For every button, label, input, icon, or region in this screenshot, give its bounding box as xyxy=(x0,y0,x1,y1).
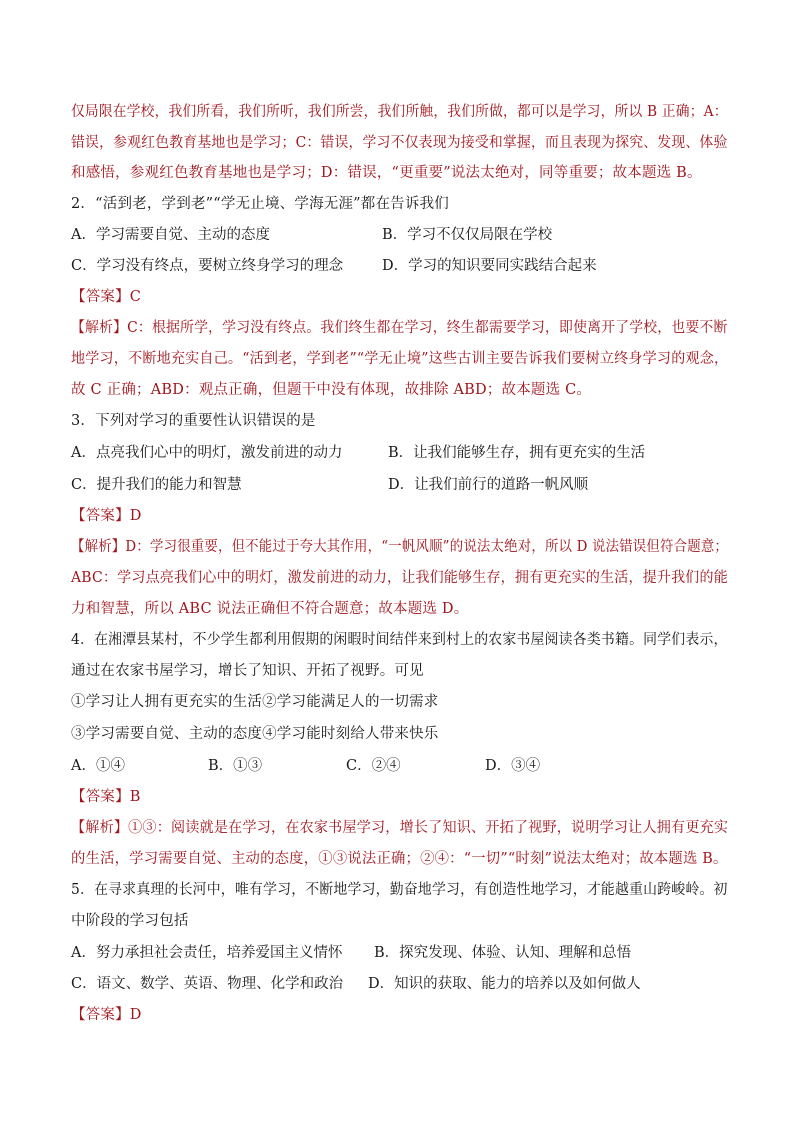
q5-answer: 【答案】D xyxy=(71,1007,142,1023)
q4-option-a: A．①④ xyxy=(71,758,125,774)
q4-option-c: C．②④ xyxy=(346,758,401,774)
q5-option-a: A．努力承担社会责任，培养爱国主义情怀 xyxy=(71,945,343,961)
q4-option-d: D．③④ xyxy=(485,758,541,774)
question-4-statement: ①学习让人拥有更充实的生活②学习能满足人的一切需求 xyxy=(71,694,439,710)
q3-option-a: A．点亮我们心中的明灯，激发前进的动力 xyxy=(71,445,343,461)
prev-analysis-line: 和感悟，参观红色教育基地也是学习；D：错误，“更重要”说法太绝对，同等重要；故本题选 B。 xyxy=(71,165,702,181)
q2-option-c: C．学习没有终点，要树立终身学习的理念 xyxy=(71,258,344,274)
q3-analysis-line: 力和智慧，所以 ABC 说法正确但不符合题意；故本题选 D。 xyxy=(71,601,469,617)
q3-analysis-line: ABC：学习点亮我们心中的明灯，激发前进的动力，让我们能够生存，拥有更充实的生活，提升我们的能 xyxy=(71,570,728,586)
q3-option-c: C．提升我们的能力和智慧 xyxy=(71,477,242,493)
q2-option-d: D．学习的知识要同实践结合起来 xyxy=(382,258,597,274)
q5-option-d: D．知识的获取、能力的培养以及如何做人 xyxy=(368,976,641,992)
q4-answer: 【答案】B xyxy=(71,789,141,805)
question-5-stem: 5．在寻求真理的长河中，唯有学习，不断地学习，勤奋地学习，有创造性地学习，才能越重山跨峻岭。初 xyxy=(71,882,728,898)
q3-option-b: B．让我们能够生存，拥有更充实的生活 xyxy=(388,445,646,461)
question-5-stem: 中阶段的学习包括 xyxy=(71,913,189,929)
question-4-stem: 通过在农家书屋学习，增长了知识、开拓了视野。可见 xyxy=(71,663,424,679)
q5-option-b: B．探究发现、体验、认知、理解和总悟 xyxy=(374,945,632,961)
q3-answer: 【答案】D xyxy=(71,508,142,524)
q4-option-b: B．①③ xyxy=(208,758,263,774)
question-4-statement: ③学习需要自觉、主动的态度④学习能时刻给人带来快乐 xyxy=(71,726,439,742)
q4-analysis-line: 【解析】①③：阅读就是在学习，在农家书屋学习，增长了知识、开拓了视野，说明学习让人拥有更充实 xyxy=(71,820,729,836)
q2-option-b: B．学习不仅仅局限在学校 xyxy=(382,227,553,243)
q4-analysis-line: 的生活，学习需要自觉、主动的态度，①③说法正确；②④：“一切”“时刻”说法太绝对；故本题选 B。 xyxy=(71,851,728,867)
prev-analysis-line: 仅局限在学校，我们所看，我们所听，我们所尝，我们所触，我们所做，都可以是学习，所以 B 正确；A： xyxy=(71,104,728,120)
question-3-stem: 3．下列对学习的重要性认识错误的是 xyxy=(71,413,316,429)
question-4-stem: 4．在湘潭县某村，不少学生都利用假期的闲暇时间结伴来到村上的农家书屋阅读各类书籍。同学们表示， xyxy=(71,632,728,648)
q2-analysis-line: 故 C 正确；ABD：观点正确，但题干中没有体现，故排除 ABD；故本题选 C。 xyxy=(71,382,592,398)
q5-option-c: C．语文、数学、英语、物理、化学和政治 xyxy=(71,976,344,992)
q3-option-d: D．让我们前行的道路一帆风顺 xyxy=(388,477,589,493)
question-2-stem: 2．“活到老，学到老”“学无止境、学海无涯”都在告诉我们 xyxy=(71,196,449,212)
q2-option-a: A．学习需要自觉、主动的态度 xyxy=(71,227,270,243)
prev-analysis-line: 错误，参观红色教育基地也是学习；C：错误，学习不仅表现为接受和掌握，而且表现为探究、发现、体验 xyxy=(71,135,728,151)
q2-analysis-line: 【解析】C：根据所学，学习没有终点。我们终生都在学习，终生都需要学习，即使离开了学校，也要不断 xyxy=(71,320,728,336)
q2-analysis-line: 地学习，不断地充实自己。“活到老，学到老”“学无止境”这些古训主要告诉我们要树立终身学习的观念， xyxy=(71,351,729,367)
q2-answer: 【答案】C xyxy=(71,289,142,305)
q3-analysis-line: 【解析】D：学习很重要，但不能过于夸大其作用，“一帆风顺”的说法太绝对，所以 D 说法错误但符合题意； xyxy=(71,539,729,555)
